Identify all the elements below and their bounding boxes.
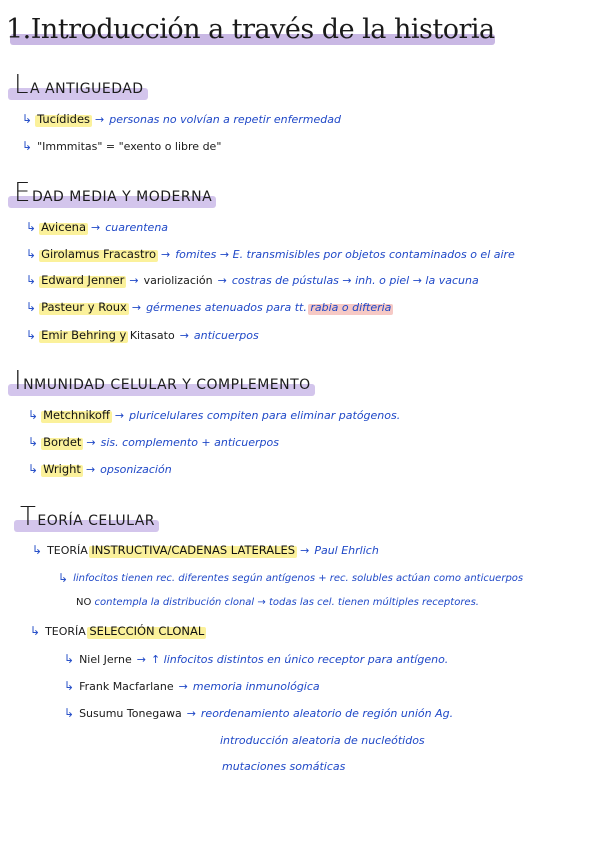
arrow-icon: → [114, 408, 125, 422]
arrow-icon: → [129, 273, 139, 287]
person-name: Metchnikoff [43, 408, 110, 422]
list-item: ↳ Wright → opsonización [28, 462, 172, 476]
arrow-icon: → [95, 112, 105, 126]
arrow-icon: → [85, 462, 96, 476]
arrow-icon: → [179, 328, 189, 342]
arrow-icon: → [300, 543, 310, 557]
person-name: Wright [43, 462, 81, 476]
arrow-icon: → [86, 435, 96, 449]
page-title: 1.Introducción a través de la historia [6, 14, 495, 45]
person-name: Bordet [43, 435, 82, 449]
list-item: ↳ Metchnikoff → pluricelulares compiten para eliminar patógenos. [28, 408, 401, 422]
theory-instructiva: ↳ TEORÍA INSTRUCTIVA/CADENAS LATERALES → Paul Ehrlich [32, 543, 379, 557]
person-name: Pasteur y Roux [41, 300, 127, 314]
corner-arrow-icon: ↳ [58, 571, 69, 585]
corner-arrow-icon: ↳ [28, 462, 39, 476]
list-item: ↳ Edward Jenner → variolización → costras de pústulas → inh. o piel → la vacuna [26, 273, 479, 287]
corner-arrow-icon: ↳ [26, 220, 37, 234]
pink-highlight-text: rabia o difteria [310, 300, 392, 314]
theory-name: SELECCIÓN CLONAL [89, 624, 205, 638]
arrow-icon: → [136, 652, 146, 666]
list-item: mutaciones somáticas [222, 760, 346, 773]
corner-arrow-icon: ↳ [64, 652, 75, 666]
section-heading-antiguedad: LA ANTIGUEDAD [14, 70, 144, 100]
list-item: NO contempla la distribución clonal → todas las cel. tienen múltiples receptores. [76, 597, 479, 608]
corner-arrow-icon: ↳ [26, 273, 37, 287]
section-heading-edad-media: EDAD MEDIA Y MODERNA [14, 178, 212, 208]
section-heading-teoria-celular: TEORÍA CELULAR [20, 502, 155, 532]
person-name: Emir Behring y [41, 328, 127, 342]
arrow-icon: → [217, 273, 227, 287]
person-name: Tucídides [37, 112, 91, 126]
list-item: ↳ Niel Jerne → ↑ linfocitos distintos en único receptor para antígeno. [64, 652, 449, 666]
list-item: ↳ Avicena → cuarentena [26, 220, 169, 234]
list-item: ↳ Girolamus Fracastro → fomites → E. transmisibles por objetos contaminados o el aire [26, 247, 515, 261]
list-item: ↳ Bordet → sis. complemento + anticuerpos [28, 435, 279, 449]
corner-arrow-icon: ↳ [22, 112, 33, 126]
corner-arrow-icon: ↳ [32, 543, 43, 557]
arrow-icon: → [161, 247, 171, 261]
corner-arrow-icon: ↳ [26, 247, 37, 261]
theory-seleccion-clonal: ↳ TEORÍA SELECCIÓN CLONAL [30, 624, 205, 638]
person-name: Avicena [41, 220, 86, 234]
arrow-icon: → [186, 706, 196, 720]
section-heading-inmunidad: INMUNIDAD CELULAR Y COMPLEMENTO [14, 366, 311, 396]
corner-arrow-icon: ↳ [28, 435, 39, 449]
list-item: ↳ "Immmitas" = "exento o libre de" [22, 139, 222, 153]
list-item: ↳ Susumu Tonegawa → reordenamiento aleatorio de región unión Ag. [64, 706, 454, 720]
corner-arrow-icon: ↳ [28, 408, 39, 422]
corner-arrow-icon: ↳ [64, 679, 75, 693]
list-item: ↳ Frank Macfarlane → memoria inmunológica [64, 679, 320, 693]
arrow-icon: → [91, 220, 101, 234]
list-item: ↳ Emir Behring y Kitasato → anticuerpos [26, 328, 259, 342]
list-item: introducción aleatoria de nucleótidos [220, 734, 425, 747]
corner-arrow-icon: ↳ [64, 706, 75, 720]
person-name: Girolamus Fracastro [41, 247, 156, 261]
corner-arrow-icon: ↳ [26, 300, 37, 314]
list-item: ↳ linfocitos tienen rec. diferentes según antígenos + rec. solubles actúan como anticuerpos [58, 571, 524, 585]
corner-arrow-icon: ↳ [30, 624, 41, 638]
arrow-icon: → [131, 300, 142, 314]
list-item: ↳ Tucídides → personas no volvían a repetir enfermedad [22, 112, 341, 126]
person-name: Edward Jenner [41, 273, 125, 287]
list-item: ↳ Pasteur y Roux → gérmenes atenuados para tt. rabia o difteria [26, 300, 392, 314]
arrow-icon: → [178, 679, 188, 693]
theory-name: INSTRUCTIVA/CADENAS LATERALES [91, 543, 296, 557]
corner-arrow-icon: ↳ [22, 139, 33, 153]
corner-arrow-icon: ↳ [26, 328, 37, 342]
